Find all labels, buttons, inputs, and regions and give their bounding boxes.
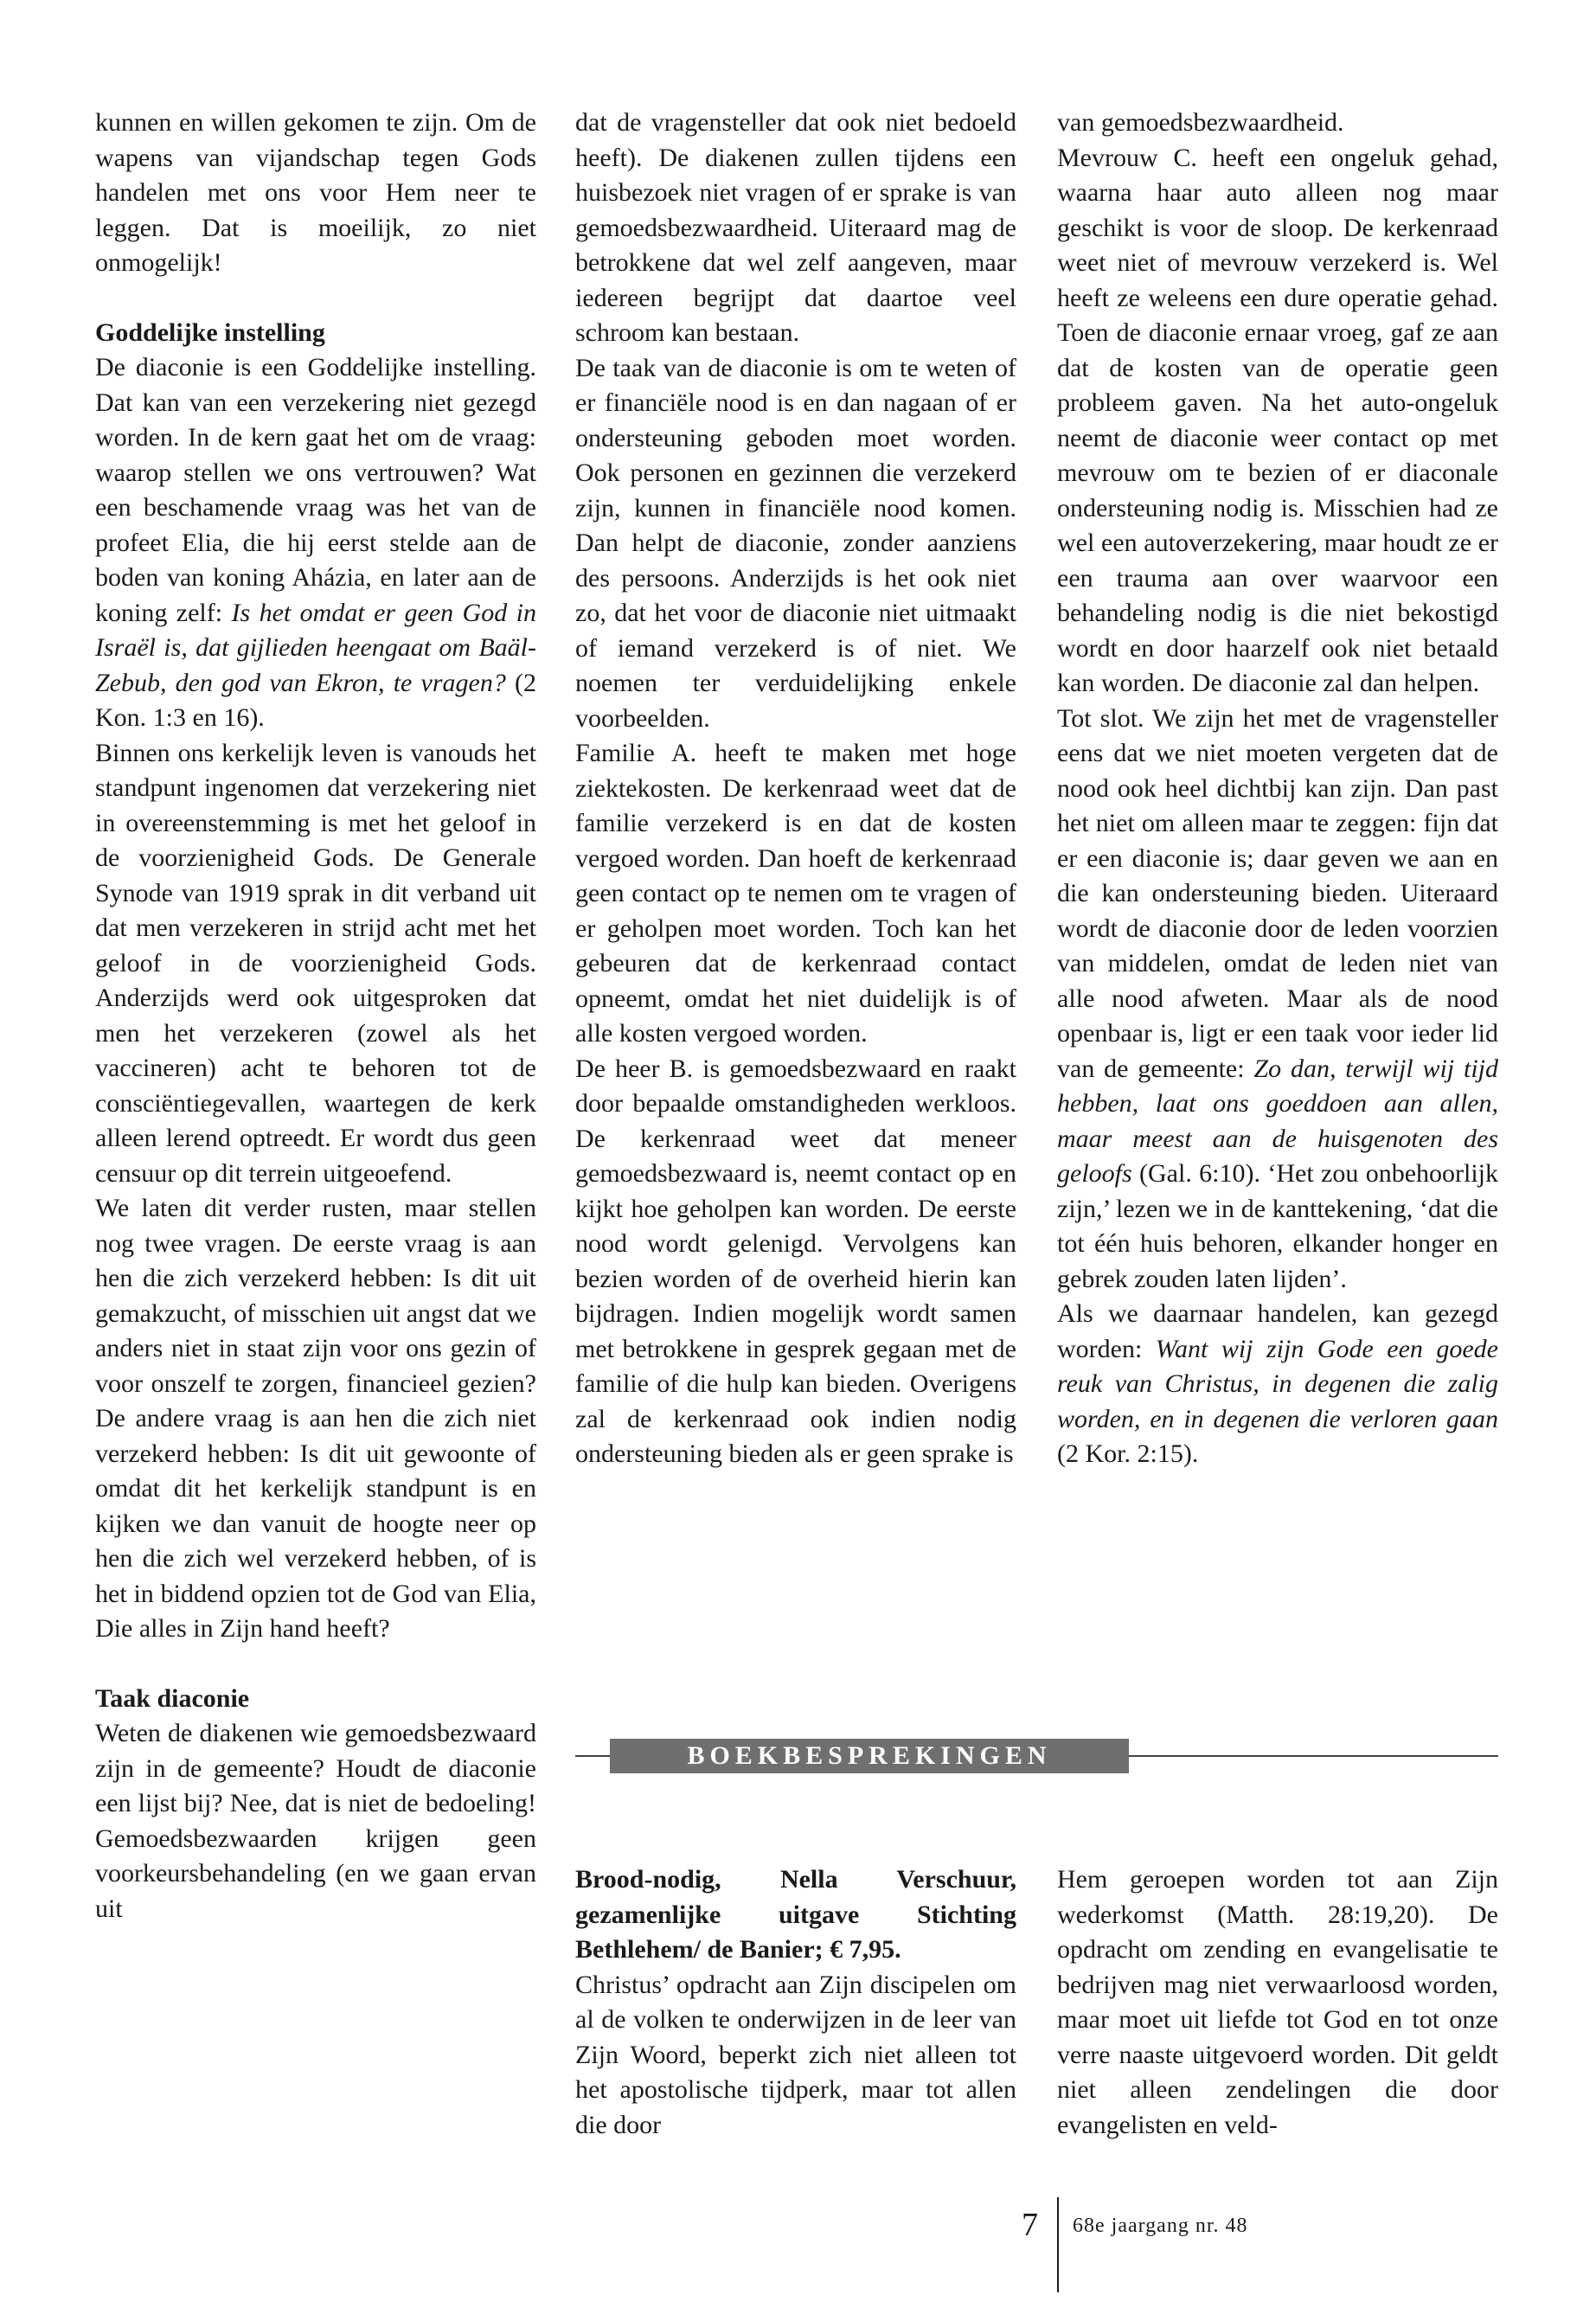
- paragraph: Mevrouw C. heeft een ongeluk gehad, waarna haar auto alleen nog maar geschikt is voor de sloop. De kerkenraad weet niet of mevrouw verzekerd is. Wel heeft ze weleens een dure operatie gehad. Toen de diaconie ernaar vroeg, gaf ze aan dat de kosten van de operatie geen probleem gaven. Na het auto-ongeluk neemt de diaconie weer contact op met mevrouw om te bezien of er diaconale ondersteuning nodig is. Misschien had ze wel een autoverzekering, maar houdt ze er een trauma aan over waarvoor een behandeling nodig is die niet bekostigd wordt en door haarzelf ook niet betaald kan worden. De diaconie zal dan helpen.: [1057, 143, 1498, 697]
- paragraph: dat de vragensteller dat ook niet bedoeld heeft). De diakenen zullen tijdens een huisbezoek niet vragen of er sprake is van gemoedsbezwaardheid. Uiteraard mag de betrokkene dat wel zelf aangeven, maar iedereen begrijpt dat daartoe veel schroom kan bestaan.: [575, 108, 1016, 347]
- section-title: BOEKBESPREKINGEN: [610, 1739, 1129, 1773]
- paragraph: Binnen ons kerkelijk leven is vanouds het standpunt ingenomen dat verzekering niet in overeenstemming is met het geloof in de voorzienigheid Gods. De Generale Synode van 1919 sprak in dit verband uit dat men verzekeren in strijd acht met het geloof in de voorzienigheid Gods. Anderzijds werd ook uitgesproken dat men het verzekeren (zowel als het vaccineren) acht te behoren tot de consciëntiegevallen, waartegen de kerk alleen lerend optreedt. Er wordt dus geen censuur op dit terrein uitgeoefend.: [95, 738, 536, 1188]
- bible-quote: Is het omdat er geen God in Israël is, dat gijlieden heengaat om Baäl-Zebub, den god van Ekron, te vragen?: [95, 598, 536, 697]
- page-number: 7: [1022, 2207, 1038, 2243]
- bible-quote: Zo dan, terwijl wij tijd hebben, laat ons goeddoen aan allen, maar meest aan de huisgenoten des geloofs: [1057, 1054, 1498, 1188]
- book-review-column-1: [575, 1862, 1016, 2143]
- book-review-column-2: [1057, 1862, 1498, 2143]
- paragraph: van gemoedsbezwaardheid.: [1057, 108, 1344, 137]
- subheading-goddelijke-instelling: Goddelijke instelling: [95, 317, 325, 347]
- paragraph: Als we daarnaar handelen, kan gezegd worden: Want wij zijn Gode een goede reuk van Christus, in degenen die zalig worden, en in degenen die verloren gaan (2 Kor. 2:15).: [1057, 1299, 1498, 1468]
- paragraph: Hem geroepen worden tot aan Zijn wederkomst (Matth. 28:19,20). De opdracht om zending en evangelisatie te bedrijven mag niet verwaarloosd worden, maar moet uit liefde tot God en tot onze verre naaste uitgevoerd worden. Dit geldt niet alleen zendelingen die door evangelisten en veld-: [1057, 1865, 1498, 2139]
- subheading-taak-diaconie: Taak diaconie: [95, 1683, 250, 1713]
- paragraph: Christus’ opdracht aan Zijn discipelen om al de volken te onderwijzen in de leer van Zijn Woord, beperkt zich niet alleen tot het apostolische tijdperk, maar tot allen die door: [575, 1970, 1016, 2139]
- article-column-3: [1057, 106, 1498, 1472]
- paragraph: De taak van de diaconie is om te weten of er financiële nood is en dan nagaan of er ondersteuning geboden moet worden. Ook personen en gezinnen die verzekerd zijn, kunnen in financiële nood komen. Dan helpt de diaconie, zonder aanziens des persoons. Anderzijds is het ook niet zo, dat het voor de diaconie niet uitmaakt of iemand verzekerd is of niet. We noemen ter verduidelijking enkele voorbeelden.: [575, 353, 1016, 733]
- page-footer: [0, 2189, 1596, 2292]
- paragraph: kunnen en willen gekomen te zijn. Om de wapens van vijandschap tegen Gods handelen met ons voor Hem neer te leggen. Dat is moeilijk, zo niet onmogelijk!: [95, 108, 536, 277]
- journal-issue: 68e jaargang nr. 48: [1073, 2214, 1248, 2237]
- article-column-1: [95, 106, 536, 1926]
- paragraph: De heer B. is gemoedsbezwaard en raakt door bepaalde omstandigheden werkloos. De kerkenraad weet dat meneer gemoedsbezwaard is, neemt contact op en kijkt hoe geholpen kan worden. De eerste nood wordt gelenigd. Vervolgens kan bezien worden of de overheid hierin kan bijdragen. Indien mogelijk wordt samen met betrokkene in gesprek gegaan met de familie of die hulp kan bieden. Overigens zal de kerkenraad ook indien nodig ondersteuning bieden als er geen sprake is: [575, 1054, 1016, 1468]
- footer-divider: [1057, 2197, 1059, 2292]
- bible-quote: Want wij zijn Gode een goede reuk van Christus, in degenen die zalig worden, en in degenen die verloren gaan: [1057, 1334, 1498, 1433]
- paragraph: Weten de diakenen wie gemoedsbezwaard zijn in de gemeente? Houdt de diaconie een lijst bij? Nee, dat is niet de bedoeling! Gemoedsbezwaarden krijgen geen voorkeursbehandeling (en we gaan ervan uit: [95, 1719, 536, 1923]
- book-heading: Brood-nodig, Nella Verschuur, gezamenlijke uitgave Stichting Bethlehem/ de Banier; € 7,95.: [575, 1865, 1016, 1964]
- paragraph: De diaconie is een Goddelijke instelling. Dat kan van een verzekering niet gezegd worden. In de kern gaat het om de vraag: waarop stellen we ons vertrouwen? Wat een beschamende vraag was het van de profeet Elia, die hij eerst stelde aan de boden van koning Aházia, en later aan de koning zelf: Is het omdat er geen God in Israël is, dat gijlieden heengaat om Baäl-Zebub, den god van Ekron, te vragen? (2 Kon. 1:3 en 16).: [95, 353, 536, 732]
- paragraph: We laten dit verder rusten, maar stellen nog twee vragen. De eerste vraag is aan hen die zich verzekerd hebben: Is dit uit gemakzucht, of misschien uit angst dat we anders niet in staat zijn voor ons gezin of voor onszelf te zorgen, financieel gezien? De andere vraag is aan hen die zich niet verzekerd hebben: Is dit uit gewoonte of omdat dit het kerkelijk standpunt is en kijken we dan vanuit de hoogte neer op hen die zich wel verzekerd hebben, of is het in biddend opzien tot de God van Elia, Die alles in Zijn hand heeft?: [95, 1194, 536, 1643]
- paragraph: Familie A. heeft te maken met hoge ziektekosten. De kerkenraad weet dat de familie verzekerd is en dat de kosten vergoed worden. Dan hoeft de kerkenraad geen contact op te nemen om te vragen of er geholpen moet worden. Toch kan het gebeuren dat de kerkenraad contact opneemt, omdat het niet duidelijk is of alle kosten vergoed worden.: [575, 739, 1016, 1048]
- article-column-2: [575, 106, 1016, 1472]
- paragraph: Tot slot. We zijn het met de vragensteller eens dat we niet moeten vergeten dat de nood ook heel dichtbij kan zijn. Dan past het niet om alleen maar te zeggen: fijn dat er een diaconie is; daar geven we aan en die kan ondersteuning bieden. Uiteraard wordt de diaconie door de leden voorzien van middelen, omdat de leden niet van alle nood afweten. Maar als de nood openbaar is, ligt er een taak voor ieder lid van de gemeente: Zo dan, terwijl wij tijd hebben, laat ons goeddoen aan allen, maar meest aan de huisgenoten des geloofs (Gal. 6:10). ‘Het zou onbehoorlijk zijn,’ lezen we in de kanttekening, ‘dat die tot één huis behoren, elkander honger en gebrek zouden laten lijden’.: [1057, 703, 1498, 1293]
- section-header-bar: [575, 1739, 1498, 1773]
